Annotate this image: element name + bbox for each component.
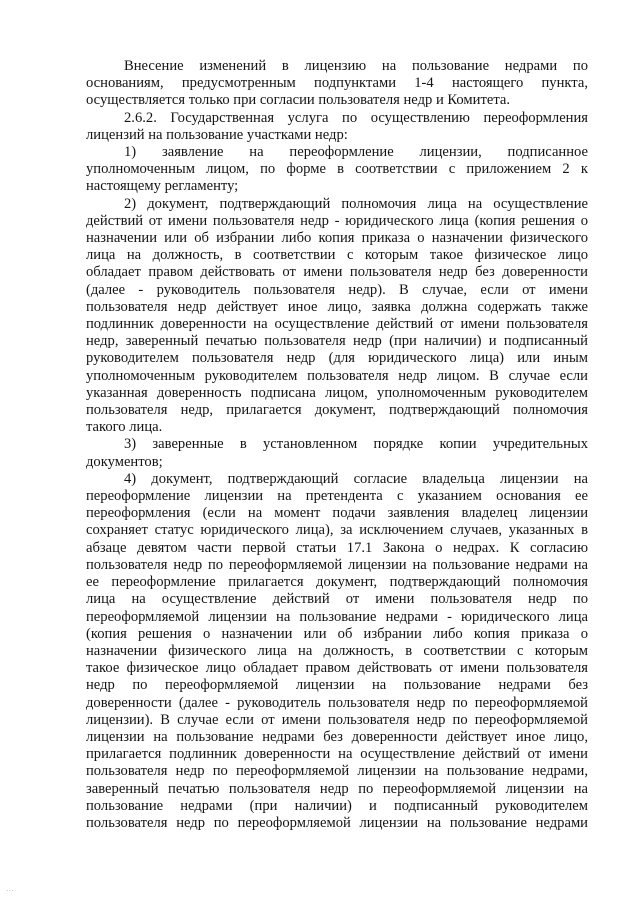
scan-mark: ... xyxy=(6,884,14,893)
list-item-2 xyxy=(86,196,588,437)
text-line: пользователя недр действует иное лицо, заявка должна содержать также xyxy=(86,298,588,315)
text-line: назначении или об избрании либо копия приказа о назначении физического xyxy=(86,230,588,247)
text-line: уполномоченным руководителем пользователя недр лицом. В случае если xyxy=(86,367,588,384)
text-line: (далее - руководитель пользователя недр). В случае, если от имени xyxy=(86,281,588,298)
text-line: руководителем пользователя недр (для юридического лица) или иным xyxy=(86,350,588,367)
text-line: пользователя недр, прилагается документ, подтверждающий полномочия xyxy=(86,402,588,419)
text-line: заверенный печатью пользователя недр по переоформляемой лицензии на xyxy=(86,780,588,797)
text-line: уполномоченным лицом, по форме в соответствии с приложением 2 к xyxy=(86,161,588,178)
text-line: абзаце девятом части первой статьи 17.1 Закона о недрах. К согласию xyxy=(86,539,588,556)
text-line: пользователя недр по переоформляемой лицензии на пользование недрами xyxy=(86,814,588,831)
list-item-1 xyxy=(86,144,588,196)
text-line: 1) заявление на переоформление лицензии, подписанное xyxy=(124,144,588,161)
text-line: лицензии на пользование недрами без доверенности действует иное лицо, xyxy=(86,728,588,745)
text-line: действий от имени пользователя недр - юридического лица (копия решения о xyxy=(86,212,588,229)
text-line: документов; xyxy=(86,453,163,470)
text-line: указанная доверенность подписана лицом, уполномоченным руководителем xyxy=(86,384,588,401)
text-line: Внесение изменений в лицензию на пользование недрами по xyxy=(124,58,588,74)
text-line: переоформляемой лицензии на пользование недрами - юридического лица xyxy=(86,608,588,625)
text-line: основаниям, предусмотренным подпунктами 1-4 настоящего пункта, xyxy=(86,75,588,92)
text-line: 4) документ, подтверждающий согласие владельца лицензии на xyxy=(124,470,588,487)
text-line: 2) документ, подтверждающий полномочия лица на осуществление xyxy=(124,195,588,212)
text-line: лица на должность, в соответствии с которым такое физическое лицо xyxy=(86,247,588,264)
text-line: прилагается подлинник доверенности на осуществление действий от имени xyxy=(86,746,588,763)
list-item-4 xyxy=(86,471,588,832)
text-line: лицензии). В случае если от имени пользователя недр по переоформляемой xyxy=(86,711,588,728)
text-line: переоформление лицензии на претендента с указанием основания ее xyxy=(86,488,588,505)
paragraph-amendment-note xyxy=(86,58,588,110)
text-line: недр по переоформляемой лицензии на пользование недрами без xyxy=(86,677,588,694)
text-line: (копия решения о назначении или об избрании либо копия приказа о xyxy=(86,625,588,642)
list-item-3 xyxy=(86,436,588,470)
text-line: обладает правом действовать от имени пользователя недр без доверенности xyxy=(86,264,588,281)
text-line: назначении физического лица на должность, в соответствии с которым xyxy=(86,642,588,659)
text-line: пользователя недр по переоформляемой лицензии на пользование недрами, xyxy=(86,763,588,780)
text-line: подлинник доверенности на осуществление действий от имени пользователя xyxy=(86,316,588,333)
text-line: такое физическое лицо обладает правом действовать от имени пользователя xyxy=(86,660,588,677)
text-line: такого лица. xyxy=(86,419,163,436)
text-line: сохраняет статус юридического лица), за исключением случаев, указанных в xyxy=(86,522,588,539)
text-line: ее переоформление прилагается документ, подтверждающий полномочия xyxy=(86,574,588,591)
text-line: пользование недрами (при наличии) и подписанный руководителем xyxy=(86,797,588,814)
text-line: недр, заверенный печатью пользователя недр (при наличии) и подписанный xyxy=(86,333,588,350)
text-line: 3) заверенные в установленном порядке копии учредительных xyxy=(124,436,588,453)
paragraph-2-6-2 xyxy=(86,110,588,144)
text-line: 2.6.2. Государственная услуга по осуществлению переоформления xyxy=(124,109,588,126)
text-line: пользователя недр по переоформляемой лицензии на пользование недрами на xyxy=(86,556,588,573)
text-line: лица на осуществление действий от имени пользователя недр по xyxy=(86,591,588,608)
document-page xyxy=(86,58,588,832)
text-line: осуществляется только при согласии пользователя недр и Комитета. xyxy=(86,92,511,109)
text-line: переоформления (если на момент подачи заявления владелец лицензии xyxy=(86,505,588,522)
text-line: лицензий на пользование участками недр: xyxy=(86,126,348,143)
text-line: доверенности (далее - руководитель пользователя недр по переоформляемой xyxy=(86,694,588,711)
text-line: настоящему регламенту; xyxy=(86,178,239,195)
